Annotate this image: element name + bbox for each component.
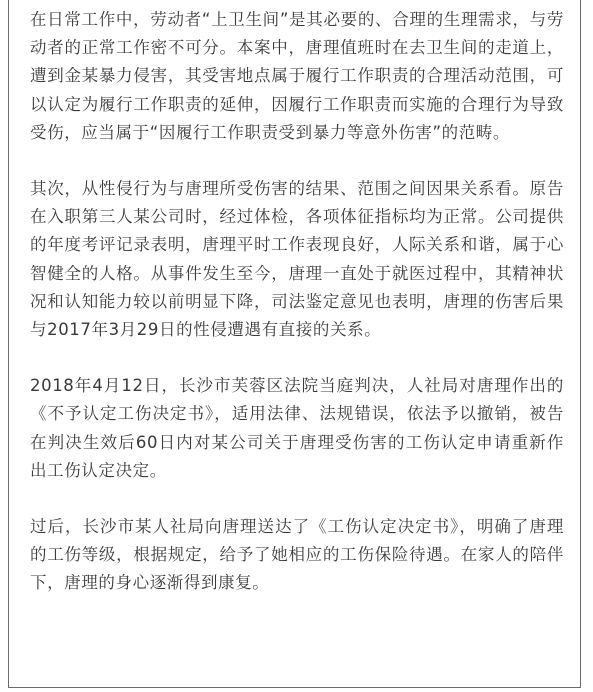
paragraph-4: 过后，长沙市某人社局向唐理送达了《工伤认定决定书》，明确了唐理的工伤等级，根据规定，给予了她相应的工伤保险待遇。在家人的陪伴下，唐理的身心逐渐得到康复。 [30, 517, 564, 593]
article-body [30, 6, 564, 598]
paragraph-3: 2018年4月12日，长沙市芙蓉区法院当庭判决，人社局对唐理作出的《不予认定工伤决定书》，适用法律、法规错误，依法予以撤销，被告在判决生效后60日内对某公司关于唐理受伤害的工伤认定申请重新作出工伤认定决定。 [30, 376, 564, 480]
paragraph-2: 其次，从性侵行为与唐理所受伤害的结果、范围之间因果关系看。原告在入职第三人某公司时，经过体检，各项体征指标均为正常。公司提供的年度考评记录表明，唐理平时工作表现良好，人际关系和谐，属于心智健全的人格。从事件发生至今，唐理一直处于就医过程中，其精神状况和认知能力较以前明显下降，司法鉴定意见也表明，唐理的伤害后果与2017年3月29日的性侵遭遇有直接的关系。 [30, 179, 564, 340]
paragraph-1: 在日常工作中，劳动者“上卫生间”是其必要的、合理的生理需求，与劳动者的正常工作密不可分。本案中，唐理值班时在去卫生间的走道上，遭到金某暴力侵害，其受害地点属于履行工作职责的合理活动范围，可以认定为履行工作职责的延伸，因履行工作职责而实施的合理行为导致受伤，应当属于“因履行工作职责受到暴力等意外伤害”的范畴。 [30, 10, 564, 142]
